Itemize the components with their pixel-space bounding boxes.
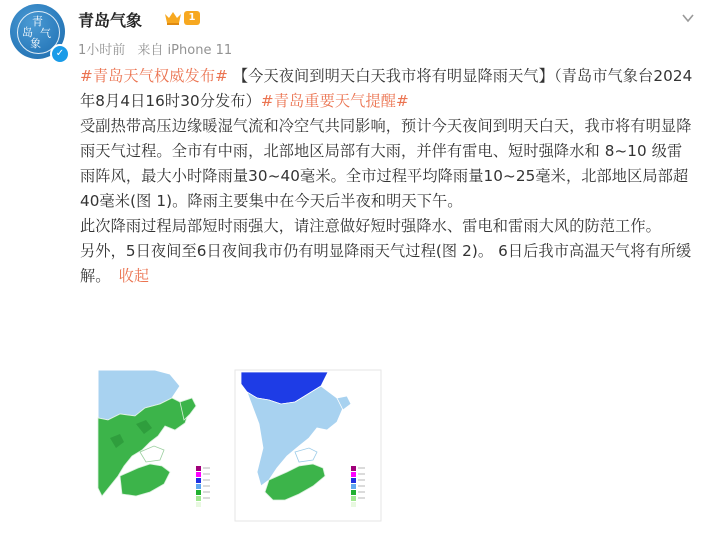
chevron-down-icon[interactable] (680, 10, 696, 26)
logo-glyph: 岛 (22, 26, 33, 39)
rainfall-map-image-2[interactable] (233, 368, 383, 523)
paragraph-last (80, 239, 695, 289)
post-source: 来自 iPhone 11 (137, 43, 233, 58)
logo-glyph: 气 (40, 27, 51, 40)
paragraph: 受副热带高压边缘暖湿气流和冷空气共同影响，预计今天夜间到明天白天，我市将有明显降雨天气过程。全市有中雨，北部地区局部有大雨，并伴有雷电、短时强降水和 8~10 级雷雨阵风，最大小时降雨量30~40毫米。全市过程平均降雨量10~25毫米，北部地区局部超40毫米(图 1)。降雨主要集中在今天后半夜和明天下午。 (80, 117, 692, 210)
collapse-link[interactable]: 收起 (118, 267, 150, 285)
hashtag-link[interactable]: #青岛重要天气提醒# (260, 92, 409, 110)
image-gallery (80, 368, 380, 523)
post-meta (78, 39, 240, 58)
hashtag-link[interactable]: #青岛天气权威发布# (80, 67, 228, 85)
level-badge[interactable]: 1 (184, 11, 200, 25)
post-intro (80, 64, 695, 114)
issuer-text: （青岛市气象台2024年8月4日16时30分发布） (80, 67, 693, 110)
paragraph-text: 另外，5日夜间至6日夜间我市仍有明显降雨天气过程(图 2)。 6日后我市高温天气将有所缓解。 (80, 242, 692, 285)
crown-icon[interactable] (164, 10, 182, 26)
account-name[interactable]: 青岛气象 (78, 11, 143, 30)
logo-glyph: 青 (32, 15, 43, 28)
logo-glyph: 象 (30, 37, 41, 50)
verified-icon: ✓ (50, 44, 70, 64)
rainfall-map-image-1[interactable] (80, 368, 230, 523)
post-time[interactable]: 1小时前 (78, 43, 126, 58)
post-body (80, 64, 695, 289)
headline: 【今天夜间到明天白天我市将有明显降雨天气】 (232, 67, 554, 85)
post-header (10, 4, 700, 64)
paragraph: 此次降雨过程局部短时雨强大，请注意做好短时强降水、雷电和雷雨大风的防范工作。 (80, 217, 661, 235)
